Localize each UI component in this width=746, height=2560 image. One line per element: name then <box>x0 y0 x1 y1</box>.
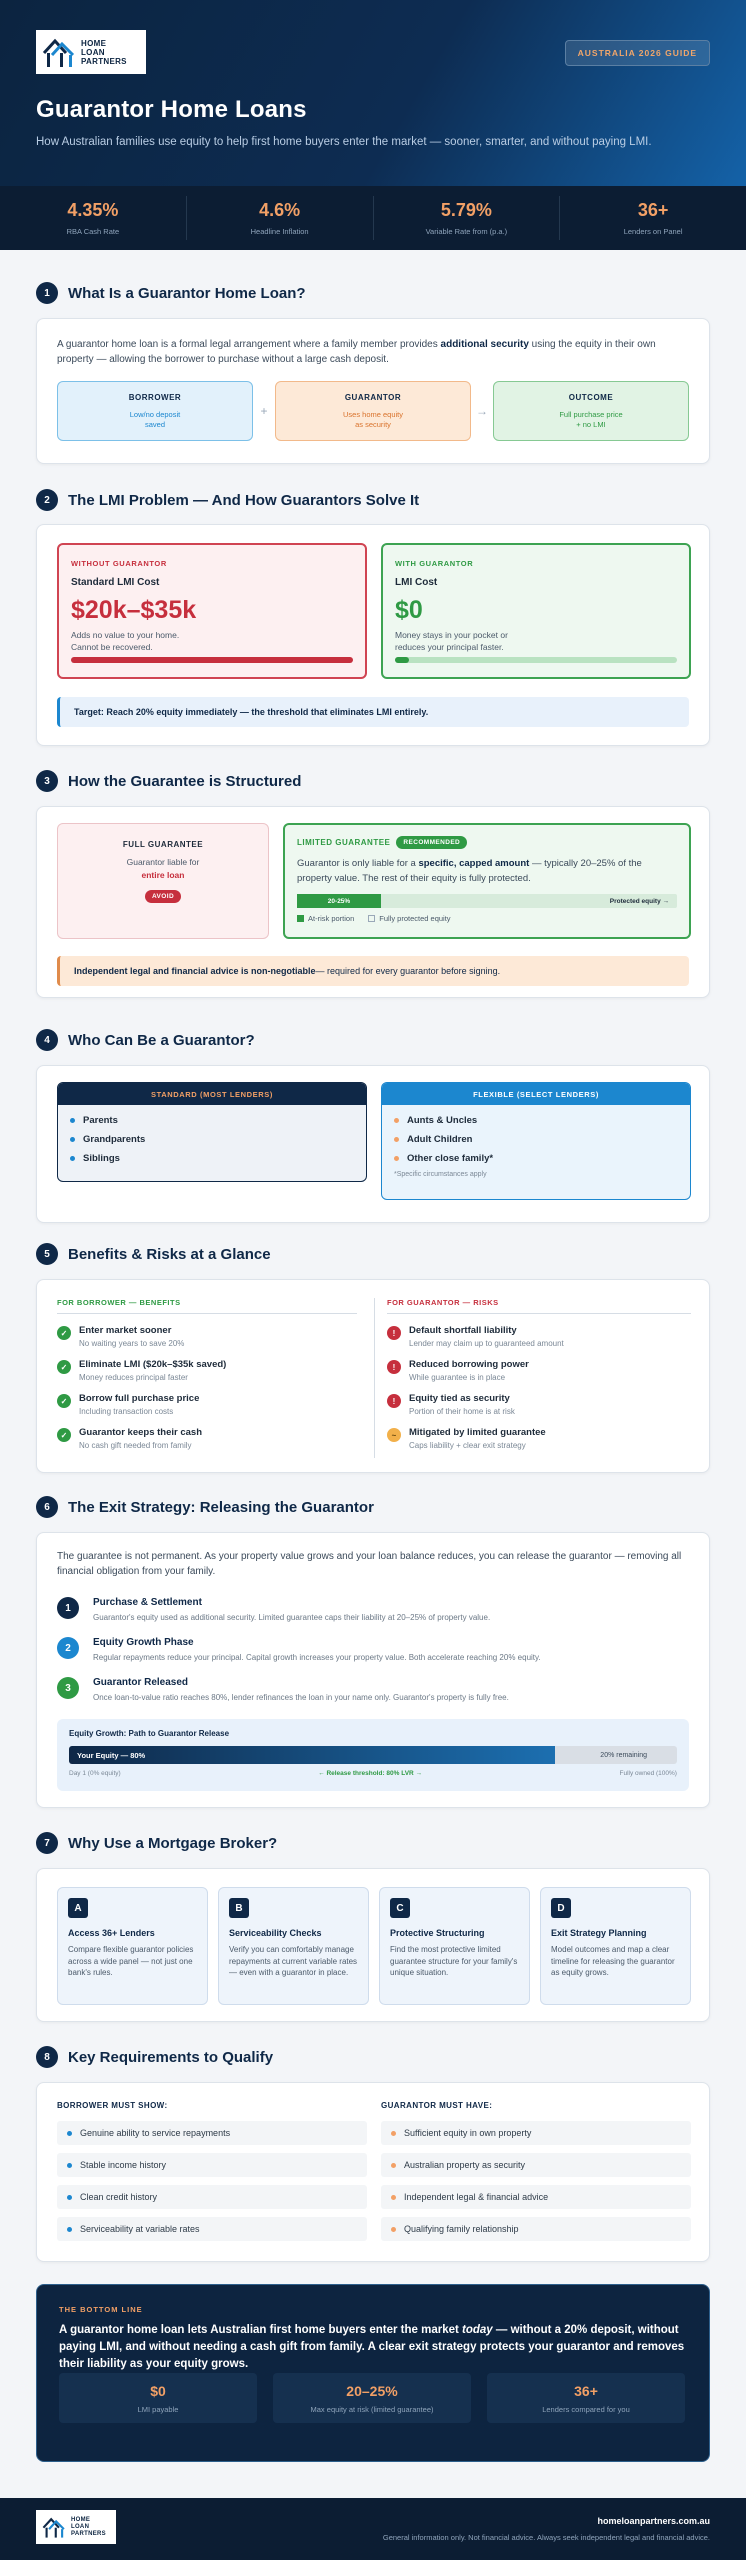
benefit-title: Enter market sooner <box>79 1325 172 1336</box>
section-3-card <box>36 806 710 998</box>
list-item: Aunts & Uncles <box>382 1111 690 1130</box>
requirement-item: Serviceability at variable rates <box>57 2217 367 2241</box>
section-number: 7 <box>36 1832 58 1854</box>
box-title: OUTCOME <box>568 393 614 402</box>
section-number: 1 <box>36 282 58 304</box>
logo-line: LOAN <box>81 47 105 57</box>
box-title: BORROWER <box>128 393 182 402</box>
risk-item <box>387 1427 546 1450</box>
requirement-item: Australian property as security <box>381 2153 691 2177</box>
card-description: Compare flexible guarantor policies across a wide panel — not just one bank's rules. <box>68 1945 194 1977</box>
bullet-icon <box>391 2163 396 2168</box>
broker-card <box>57 1887 208 2005</box>
box-line: Full purchase price + no LMI <box>559 410 623 429</box>
risk-subtitle: Portion of their home is at risk <box>409 1407 515 1416</box>
panel-tag: WITH GUARANTOR <box>395 559 474 568</box>
section-6-heading <box>36 1496 374 1518</box>
arrow-right-icon: → <box>476 404 488 418</box>
bullet-icon <box>70 1118 75 1123</box>
group-heading: FLEXIBLE (SELECT LENDERS) <box>382 1083 690 1105</box>
limited-description: Guarantor is only liable for a specific, capped amount — typically 20–25% of the property value. The rest of their equity is fully protected. <box>297 858 642 884</box>
stat-item <box>560 196 746 240</box>
card-title: Access 36+ Lenders <box>68 1928 155 1938</box>
mitigation-icon: ~ <box>387 1428 401 1442</box>
section-title: Why Use a Mortgage Broker? <box>68 1834 278 1852</box>
bullet-icon <box>70 1137 75 1142</box>
footer-website-link[interactable]: homeloanpartners.com.au <box>597 2516 710 2526</box>
section-title: The LMI Problem — And How Guarantors Solve It <box>68 491 420 509</box>
bullet-icon <box>394 1137 399 1142</box>
section-title: How the Guarantee is Structured <box>68 772 302 790</box>
section-number: 8 <box>36 2046 58 2068</box>
section-6-card <box>36 1532 710 1808</box>
equity-split-bar <box>297 894 677 908</box>
hero-header <box>0 0 746 186</box>
legend-swatch <box>297 915 304 922</box>
footer <box>0 2498 746 2560</box>
stat-item <box>187 196 374 240</box>
summary-value: $0 <box>150 2383 166 2399</box>
full-guarantee-box <box>57 823 269 939</box>
section-2-heading <box>36 489 419 511</box>
section-title: What Is a Guarantor Home Loan? <box>68 284 306 302</box>
with-guarantor-panel <box>381 543 691 679</box>
logo-line: PARTNERS <box>81 56 127 66</box>
exit-intro: The guarantee is not permanent. As your property value grows and your loan balance reduces, you can release the guarantor — removing all financial obligation from your family. <box>57 1551 682 1577</box>
broker-card <box>379 1887 530 2005</box>
step-title: Purchase & Settlement <box>93 1597 202 1608</box>
step-number: 3 <box>57 1677 79 1699</box>
guarantor-box <box>275 381 471 441</box>
panel-heading: LMI Cost <box>395 577 438 588</box>
definition-text: A guarantor home loan is a formal legal arrangement where a family member provides additional security using the equity in their own property — allowing the borrower to purchase without a large cash deposit. <box>57 339 656 365</box>
section-1-card <box>36 318 710 464</box>
section-5-card <box>36 1279 710 1473</box>
bullet-icon <box>67 2195 72 2200</box>
group-heading: STANDARD (MOST LENDERS) <box>58 1083 366 1105</box>
stat-value: 36+ <box>637 200 669 220</box>
stat-label: RBA Cash Rate <box>66 227 120 236</box>
section-title: Who Can Be a Guarantor? <box>68 1031 255 1049</box>
broker-card <box>540 1887 691 2005</box>
company-logo[interactable] <box>36 30 146 74</box>
card-title: Exit Strategy Planning <box>551 1928 647 1938</box>
axis-end: Fully owned (100%) <box>619 1770 677 1777</box>
requirement-item: Sufficient equity in own property <box>381 2121 691 2145</box>
bullet-icon <box>394 1118 399 1123</box>
requirement-item: Independent legal & financial advice <box>381 2185 691 2209</box>
stat-label: Variable Rate from (p.a.) <box>425 227 508 236</box>
flexible-guarantors <box>381 1082 691 1200</box>
check-icon: ✓ <box>57 1394 71 1408</box>
risk-item <box>387 1325 564 1348</box>
exit-step <box>57 1677 509 1702</box>
house-logo-icon <box>42 2515 66 2539</box>
remaining-label: 20% remaining <box>600 1751 647 1759</box>
borrower-requirements-heading: BORROWER MUST SHOW: <box>57 2101 168 2110</box>
risk-title: Equity tied as security <box>409 1393 510 1404</box>
step-title: Equity Growth Phase <box>93 1637 194 1648</box>
footer-disclaimer: General information only. Not financial advice. Always seek independent legal and financial advice. <box>382 2533 710 2542</box>
cost-bar <box>395 657 677 663</box>
list-item: Grandparents <box>58 1130 366 1149</box>
avoid-badge: AVOID <box>145 890 181 903</box>
step-number: 1 <box>57 1597 79 1619</box>
section-1-heading <box>36 282 306 304</box>
risk-title: Reduced borrowing power <box>409 1359 529 1370</box>
box-title: LIMITED GUARANTEE <box>297 838 391 847</box>
card-title: Serviceability Checks <box>229 1928 322 1938</box>
warning-icon: ! <box>387 1394 401 1408</box>
benefit-item <box>57 1393 199 1416</box>
footer-logo[interactable] <box>36 2510 116 2544</box>
bullet-icon <box>67 2227 72 2232</box>
risk-item <box>387 1393 515 1416</box>
summary-label: Lenders compared for you <box>542 2405 630 2414</box>
logo-line: HOME <box>81 38 107 48</box>
house-logo-icon <box>42 35 76 69</box>
card-letter: C <box>390 1898 410 1918</box>
equity-fill: Your Equity — 80% <box>69 1746 555 1764</box>
panel-tag: WITHOUT GUARANTOR <box>71 559 167 568</box>
progress-title: Equity Growth: Path to Guarantor Release <box>69 1729 230 1738</box>
stat-value: 5.79% <box>440 200 492 220</box>
footnote: *Specific circumstances apply <box>394 1171 487 1178</box>
section-2-card <box>36 524 710 746</box>
limited-guarantee-box <box>283 823 691 939</box>
stat-label: Lenders on Panel <box>623 227 683 236</box>
risk-item <box>387 1359 529 1382</box>
stat-value: 4.6% <box>259 200 301 220</box>
outcome-box <box>493 381 689 441</box>
page-title: Guarantor Home Loans <box>36 96 307 123</box>
exit-step <box>57 1597 490 1622</box>
section-title: Benefits & Risks at a Glance <box>68 1245 271 1263</box>
bullet-icon <box>394 1156 399 1161</box>
section-8-heading <box>36 2046 273 2068</box>
card-letter: D <box>551 1898 571 1918</box>
box-line: Uses home equity as security <box>342 410 404 429</box>
risk-title: Default shortfall liability <box>409 1325 517 1336</box>
stat-item <box>374 196 561 240</box>
standard-guarantors <box>57 1082 367 1182</box>
section-4-card <box>36 1065 710 1223</box>
panel-description: Adds no value to your home. Cannot be recovered. <box>71 630 180 652</box>
bullet-icon <box>67 2131 72 2136</box>
benefit-subtitle: No waiting years to save 20% <box>79 1339 185 1348</box>
list-item: Parents <box>58 1111 366 1130</box>
bullet-icon <box>70 1156 75 1161</box>
exit-step <box>57 1637 541 1662</box>
section-4-heading <box>36 1029 255 1051</box>
summary-label: Max equity at risk (limited guarantee) <box>310 2405 434 2414</box>
benefit-title: Guarantor keeps their cash <box>79 1427 203 1438</box>
section-title: Key Requirements to Qualify <box>68 2048 274 2066</box>
benefit-title: Borrow full purchase price <box>79 1393 200 1404</box>
step-description: Guarantor's equity used as additional security. Limited guarantee caps their liability at 20–25% of property value. <box>93 1613 491 1622</box>
warning-icon: ! <box>387 1326 401 1340</box>
logo-line: PARTNERS <box>71 2530 106 2537</box>
recommended-badge: RECOMMENDED <box>396 836 467 849</box>
benefit-item <box>57 1325 184 1348</box>
step-title: Guarantor Released <box>93 1677 189 1688</box>
stat-value: 4.35% <box>67 200 119 220</box>
step-number: 2 <box>57 1637 79 1659</box>
benefits-heading: FOR BORROWER — BENEFITS <box>57 1298 357 1314</box>
requirement-item: Clean credit history <box>57 2185 367 2209</box>
risk-subtitle: Caps liability + clear exit strategy <box>409 1441 526 1450</box>
step-description: Once loan-to-value ratio reaches 80%, lender refinances the loan in your name only. Guarantor's property is fully free. <box>93 1693 509 1702</box>
cost-bar <box>71 657 353 663</box>
bullet-icon <box>67 2163 72 2168</box>
box-line: Low/no deposit saved <box>129 410 181 429</box>
benefit-item <box>57 1427 202 1450</box>
card-description: Verify you can comfortably manage repayments at current variable rates — even with a guarantor in place. <box>229 1945 358 1977</box>
legend-swatch <box>368 915 375 922</box>
risk-title: Mitigated by limited guarantee <box>409 1427 546 1438</box>
section-8-card <box>36 2082 710 2262</box>
logo-line: LOAN <box>71 2523 90 2530</box>
panel-heading: Standard LMI Cost <box>71 577 160 588</box>
risks-heading: FOR GUARANTOR — RISKS <box>387 1298 691 1314</box>
requirement-item: Stable income history <box>57 2153 367 2177</box>
broker-card <box>218 1887 369 2005</box>
section-7-card <box>36 1868 710 2022</box>
bullet-icon <box>391 2227 396 2232</box>
guarantor-requirements-heading: GUARANTOR MUST HAVE: <box>381 2101 493 2110</box>
section-number: 3 <box>36 770 58 792</box>
section-number: 2 <box>36 489 58 511</box>
requirement-item: Genuine ability to service repayments <box>57 2121 367 2145</box>
bullet-icon <box>391 2131 396 2136</box>
summary-stat <box>59 2373 257 2423</box>
lmi-cost-value: $20k–$35k <box>71 596 197 624</box>
card-letter: A <box>68 1898 88 1918</box>
requirement-item: Qualifying family relationship <box>381 2217 691 2241</box>
stats-bar <box>0 186 746 250</box>
card-letter: B <box>229 1898 249 1918</box>
summary-label: LMI payable <box>137 2405 179 2414</box>
stat-label: Headline Inflation <box>250 227 309 236</box>
legend-label: Fully protected equity <box>379 914 451 923</box>
legend-label: At-risk portion <box>308 914 355 923</box>
list-item: Adult Children <box>382 1130 690 1149</box>
benefit-subtitle: Money reduces principal faster <box>79 1373 188 1382</box>
equity-progress-panel <box>57 1719 689 1791</box>
risk-subtitle: While guarantee is in place <box>409 1373 506 1382</box>
lmi-cost-value: $0 <box>395 596 423 624</box>
summary-stat <box>273 2373 471 2423</box>
section-title: The Exit Strategy: Releasing the Guarantor <box>68 1498 374 1516</box>
progress-axis <box>69 1770 677 1777</box>
benefit-subtitle: No cash gift needed from family <box>79 1441 192 1450</box>
section-number: 6 <box>36 1496 58 1518</box>
concept-flow <box>57 381 689 441</box>
list-item: Other close family* <box>382 1149 690 1168</box>
check-icon: ✓ <box>57 1326 71 1340</box>
stat-item <box>0 196 187 240</box>
equity-progress-bar <box>69 1746 677 1764</box>
without-guarantor-panel <box>57 543 367 679</box>
card-description: Model outcomes and map a clear timeline for releasing the guarantor as equity grows. <box>551 1945 675 1977</box>
summary-value: 20–25% <box>346 2383 398 2399</box>
benefit-item <box>57 1359 226 1382</box>
box-line: Guarantor liable for <box>126 857 200 867</box>
benefit-title: Eliminate LMI ($20k–$35k saved) <box>79 1359 227 1370</box>
plus-icon: + <box>260 404 268 418</box>
borrower-box <box>57 381 253 441</box>
legend <box>297 914 677 923</box>
advice-note: Independent legal and financial advice is non-negotiable — required for every guarantor before signing. <box>57 956 689 986</box>
list-item: Siblings <box>58 1149 366 1168</box>
page-subtitle: How Australian families use equity to help first home buyers enter the market — sooner, smarter, and without paying LMI. <box>36 136 652 148</box>
section-3-heading <box>36 770 301 792</box>
card-title: Protective Structuring <box>390 1928 485 1938</box>
bullet-icon <box>391 2195 396 2200</box>
summary-stat <box>487 2373 685 2423</box>
release-threshold: ← Release threshold: 80% LVR → <box>318 1770 423 1777</box>
box-line: entire loan <box>141 870 185 880</box>
section-5-heading <box>36 1243 271 1265</box>
check-icon: ✓ <box>57 1428 71 1442</box>
bottom-line-summary: A guarantor home loan lets Australian first home buyers enter the market today — without a 20% deposit, without paying LMI, and without needing a cash gift from family. A clear exit strategy protects your guarantor and removes their liability as your equity grows. <box>59 2324 685 2370</box>
panel-description: Money stays in your pocket or reduces your principal faster. <box>395 630 508 652</box>
bottom-line-tag: THE BOTTOM LINE <box>59 2305 143 2314</box>
box-title: FULL GUARANTEE <box>122 840 204 849</box>
warning-icon: ! <box>387 1360 401 1374</box>
section-7-heading <box>36 1832 277 1854</box>
logo-line: HOME <box>71 2516 91 2523</box>
axis-start: Day 1 (0% equity) <box>69 1770 121 1777</box>
benefit-subtitle: Including transaction costs <box>79 1407 174 1416</box>
check-icon: ✓ <box>57 1360 71 1374</box>
protected-segment-label: Protected equity → <box>609 897 669 905</box>
risk-subtitle: Lender may claim up to guaranteed amount <box>409 1339 564 1348</box>
column-divider <box>374 1298 375 1458</box>
target-note: Target: Reach 20% equity immediately — the threshold that eliminates LMI entirely. <box>57 697 689 727</box>
step-description: Regular repayments reduce your principal. Capital growth increases your property value. Both accelerate reaching 20% equity. <box>93 1653 541 1662</box>
guide-badge: AUSTRALIA 2026 GUIDE <box>565 40 710 66</box>
card-description: Find the most protective limited guarantee structure for your family's unique situation. <box>390 1945 518 1977</box>
section-number: 5 <box>36 1243 58 1265</box>
summary-value: 36+ <box>574 2383 598 2399</box>
bottom-line-panel <box>36 2284 710 2462</box>
box-title: GUARANTOR <box>344 393 402 402</box>
section-number: 4 <box>36 1029 58 1051</box>
at-risk-segment: 20-25% <box>297 894 381 908</box>
